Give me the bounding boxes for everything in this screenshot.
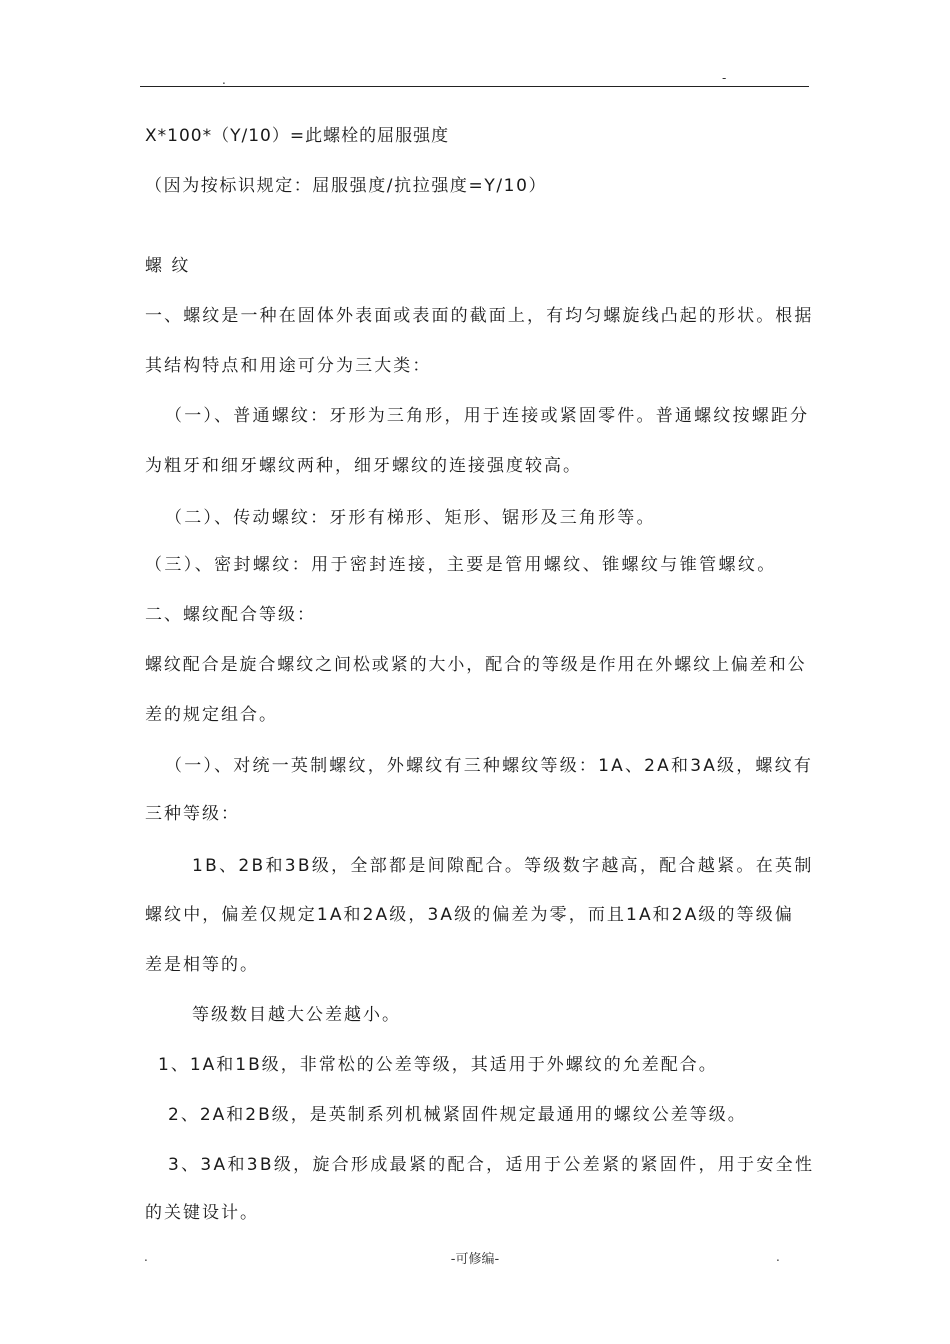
list-item-3-line-2: 的关键设计。 [145, 1203, 259, 1223]
paragraph-7-line-2: 螺纹中，偏差仅规定1A和2A级，3A级的偏差为零，而且1A和2A级的等级偏 [145, 905, 794, 925]
list-item-1: 1、1A和1B级，非常松的公差等级，其适用于外螺纹的允差配合。 [158, 1055, 718, 1075]
paragraph-7-line-1: 1B、2B和3B级，全部都是间隙配合。等级数字越高，配合越紧。在英制 [192, 856, 814, 876]
paragraph-5-line-1: 螺纹配合是旋合螺纹之间松或紧的大小，配合的等级是作用在外螺纹上偏差和公 [145, 655, 807, 675]
heading-2: 二、螺纹配合等级： [145, 605, 316, 625]
paragraph-3: （二）、传动螺纹：牙形有梯形、矩形、锯形及三角形等。 [165, 508, 656, 528]
footer-text: -可修编- [450, 1252, 500, 1267]
paragraph-8: 等级数目越大公差越小。 [192, 1005, 401, 1025]
header-rule [140, 86, 809, 87]
paragraph-4: （三）、密封螺纹：用于密封连接，主要是管用螺纹、锥螺纹与锥管螺纹。 [145, 555, 777, 575]
paragraph-2-line-1: （一）、普通螺纹：牙形为三角形，用于连接或紧固零件。普通螺纹按螺距分 [165, 406, 810, 426]
header-left-mark: . [222, 73, 226, 87]
list-item-2: 2、2A和2B级，是英制系列机械紧固件规定最通用的螺纹公差等级。 [168, 1105, 747, 1125]
formula-line: X*100*（Y/10）=此螺栓的屈服强度 [145, 126, 450, 146]
paragraph-6-line-2: 三种等级： [145, 804, 240, 824]
footer-left-mark: . [144, 1250, 148, 1264]
list-item-3-line-1: 3、3A和3B级，旋合形成最紧的配合，适用于公差紧的紧固件，用于安全性 [168, 1155, 815, 1175]
section-title: 螺 纹 [145, 256, 191, 276]
paragraph-5-line-2: 差的规定组合。 [145, 705, 278, 725]
header-right-mark: - [722, 71, 727, 85]
paragraph-1-line-1: 一、螺纹是一种在固体外表面或表面的截面上，有均匀螺旋线凸起的形状。根据 [145, 306, 814, 326]
paragraph-7-line-3: 差是相等的。 [145, 955, 259, 975]
paragraph-2-line-2: 为粗牙和细牙螺纹两种，细牙螺纹的连接强度较高。 [145, 456, 582, 476]
paragraph-1-line-2: 其结构特点和用途可分为三大类： [145, 356, 432, 376]
footer-right-mark: . [776, 1250, 780, 1264]
note-line: （因为按标识规定：屈服强度/抗拉强度=Y/10） [145, 176, 548, 196]
paragraph-6-line-1: （一）、对统一英制螺纹，外螺纹有三种螺纹等级：1A、2A和3A级，螺纹有 [165, 756, 814, 776]
